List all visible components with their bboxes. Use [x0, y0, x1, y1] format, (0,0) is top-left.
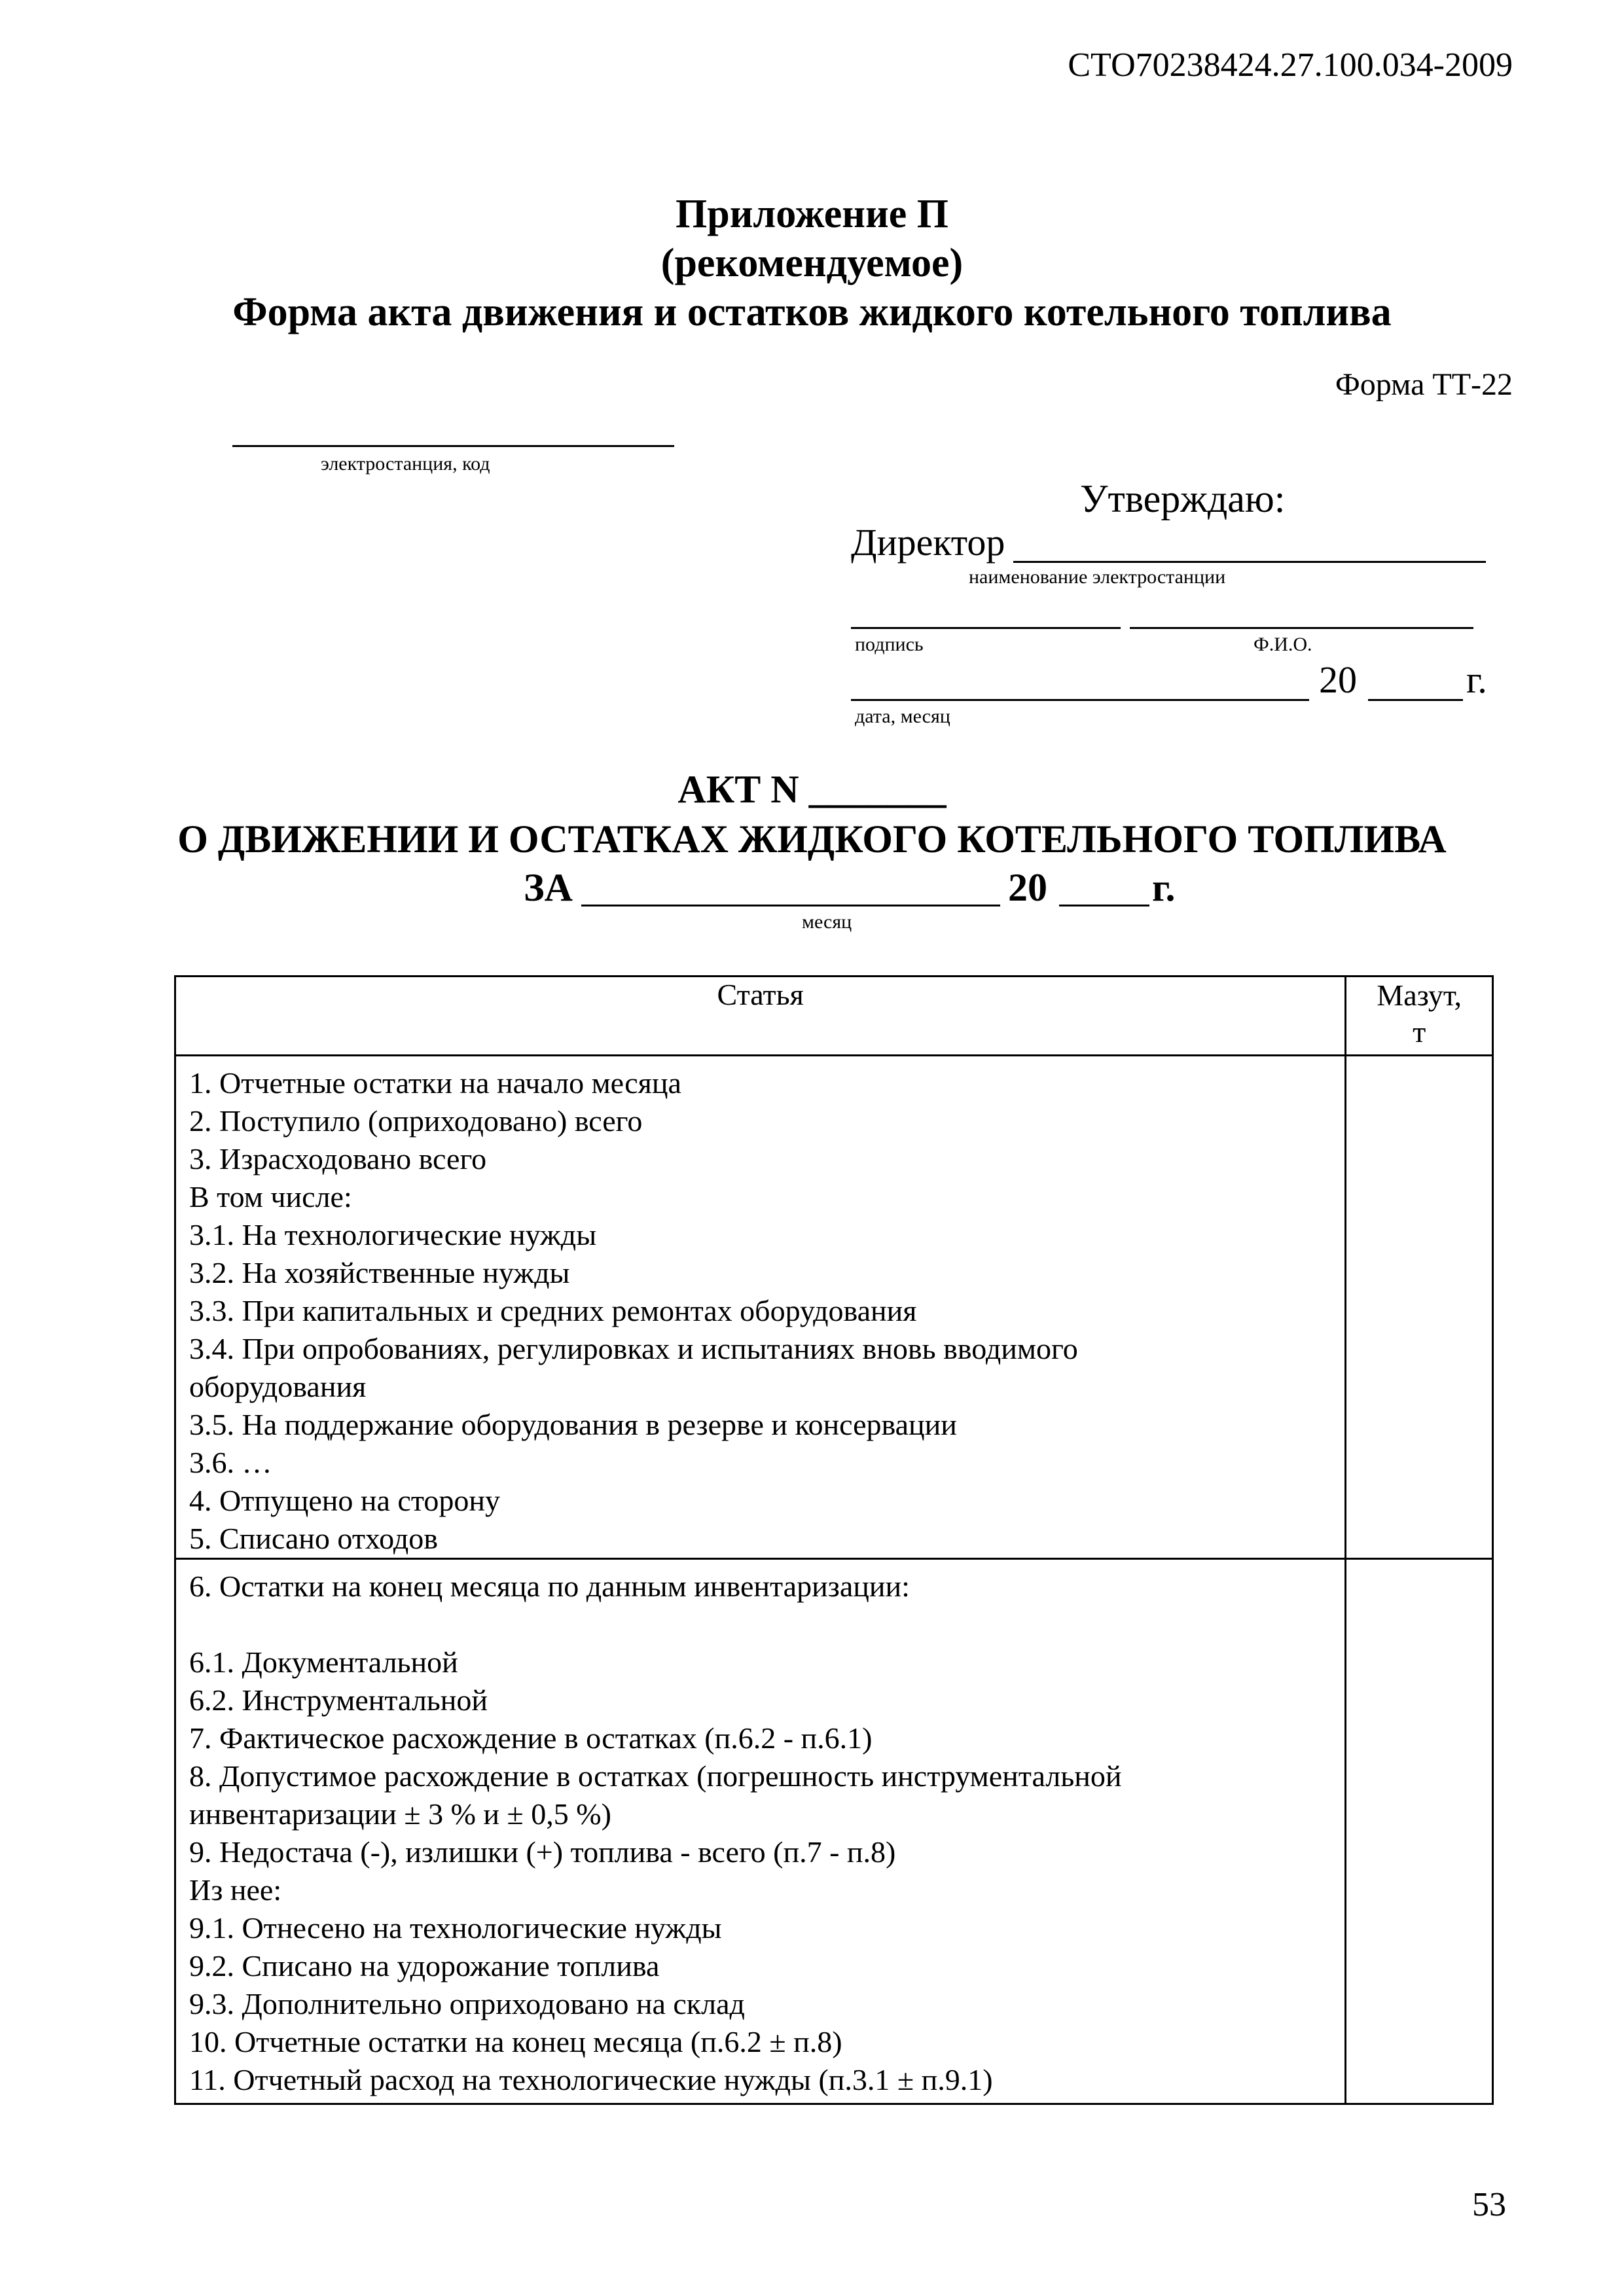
act-period-suffix: г. — [1152, 866, 1176, 909]
list-item: В том числе: — [189, 1180, 352, 1213]
list-item: 11. Отчетный расход на технологические нужды (п.3.1 ± п.9.1) — [189, 2063, 993, 2096]
approval-year-field[interactable] — [1368, 699, 1463, 701]
section-2-mazut-cell[interactable] — [1346, 1559, 1493, 2104]
appendix-type: (рекомендуемое) — [660, 241, 964, 285]
list-item: Из нее: — [189, 1873, 282, 1907]
list-item: 3.1. На технологические нужды — [189, 1218, 597, 1251]
section-2-articles — [175, 1559, 1346, 2104]
full-name-field[interactable] — [1130, 627, 1473, 629]
list-item: 3. Израсходовано всего — [189, 1142, 487, 1175]
column-header-article: Статья — [175, 977, 1346, 1056]
approval-year-prefix: 20 — [1319, 658, 1357, 701]
date-month-caption: дата, месяц — [855, 706, 950, 727]
list-item: 7. Фактическое расхождение в остатках (п.6.2 - п.6.1) — [189, 1721, 873, 1755]
list-item: 4. Отпущено на сторону — [189, 1484, 500, 1517]
list-item: 5. Списано отходов — [189, 1522, 438, 1555]
full-name-caption: Ф.И.О. — [1254, 634, 1312, 655]
station-code-field[interactable] — [232, 445, 674, 447]
list-item: инвентаризации ± 3 % и ± 0,5 %) — [189, 1797, 611, 1831]
document-code: СТО70238424.27.100.034-2009 — [1068, 46, 1513, 84]
table-section-1 — [175, 1056, 1493, 1559]
page-number: 53 — [1472, 2186, 1506, 2223]
section-1-list — [189, 1064, 1344, 1558]
date-month-field[interactable] — [851, 699, 1309, 701]
spacer — [189, 1605, 1344, 1643]
fuel-movement-table — [174, 975, 1494, 2105]
list-item: 3.5. На поддержание оборудования в резерве и консервации — [189, 1408, 957, 1441]
list-item: 9.3. Дополнительно оприходовано на склад — [189, 1987, 745, 2020]
list-item: 9. Недостача (-), излишки (+) топлива - всего (п.7 - п.8) — [189, 1835, 896, 1869]
act-period-year: 20 — [1008, 866, 1047, 909]
act-month-caption: месяц — [802, 911, 852, 933]
list-item: 2. Поступило (оприходовано) всего — [189, 1104, 643, 1138]
appendix-label: Приложение П — [675, 192, 949, 236]
act-number: АКТ N _______ — [677, 768, 947, 811]
list-item: 8. Допустимое расхождение в остатках (погрешность инструментальной — [189, 1759, 1122, 1793]
column-header-mazut — [1346, 977, 1493, 1056]
list-item: 3.3. При капитальных и средних ремонтах оборудования — [189, 1294, 917, 1327]
list-item: 9.2. Списано на удорожание топлива — [189, 1949, 660, 1982]
list-item: оборудования — [189, 1370, 367, 1403]
act-title: О ДВИЖЕНИИ И ОСТАТКАХ ЖИДКОГО КОТЕЛЬНОГО ТОПЛИВА — [177, 817, 1447, 861]
table-section-2 — [175, 1559, 1493, 2104]
station-name-field[interactable] — [1013, 561, 1486, 563]
list-item: 1. Отчетные остатки на начало месяца — [189, 1066, 681, 1100]
table-header-row — [175, 977, 1493, 1056]
station-name-caption: наименование электростанции — [969, 566, 1226, 588]
list-item: 6.2. Инструментальной — [189, 1683, 488, 1717]
list-item: 10. Отчетные остатки на конец месяца (п.6.2 ± п.8) — [189, 2025, 842, 2058]
signature-field[interactable] — [851, 627, 1121, 629]
approve-label: Утверждаю: — [1080, 477, 1286, 520]
list-item: 3.4. При опробованиях, регулировках и испытаниях вновь вводимого — [189, 1332, 1078, 1365]
director-label: Директор — [851, 521, 1005, 564]
station-code-caption: электростанция, код — [321, 453, 490, 475]
section-1-articles — [175, 1056, 1346, 1559]
section-1-mazut-cell[interactable] — [1346, 1056, 1493, 1559]
section-2-list — [189, 1643, 1344, 2099]
appendix-title: Форма акта движения и остатков жидкого котельного топлива — [232, 290, 1392, 334]
list-item: 9.1. Отнесено на технологические нужды — [189, 1911, 722, 1945]
act-year-field[interactable] — [1059, 905, 1149, 906]
form-number: Форма ТТ-22 — [1335, 367, 1513, 402]
act-month-field[interactable] — [581, 905, 1000, 906]
list-item: 6.1. Документальной — [189, 1645, 458, 1679]
list-item: 6. Остатки на конец месяца по данным инвентаризации: — [189, 1570, 910, 1603]
list-item: 3.6. … — [189, 1446, 272, 1479]
column-header-mazut-line1: Мазут, — [1377, 978, 1462, 1012]
signature-caption: подпись — [855, 634, 924, 655]
list-item: 3.2. На хозяйственные нужды — [189, 1256, 570, 1289]
act-period-prefix: ЗА — [524, 866, 573, 909]
column-header-mazut-line2: т — [1413, 1015, 1426, 1049]
approval-year-suffix: г. — [1466, 658, 1487, 701]
